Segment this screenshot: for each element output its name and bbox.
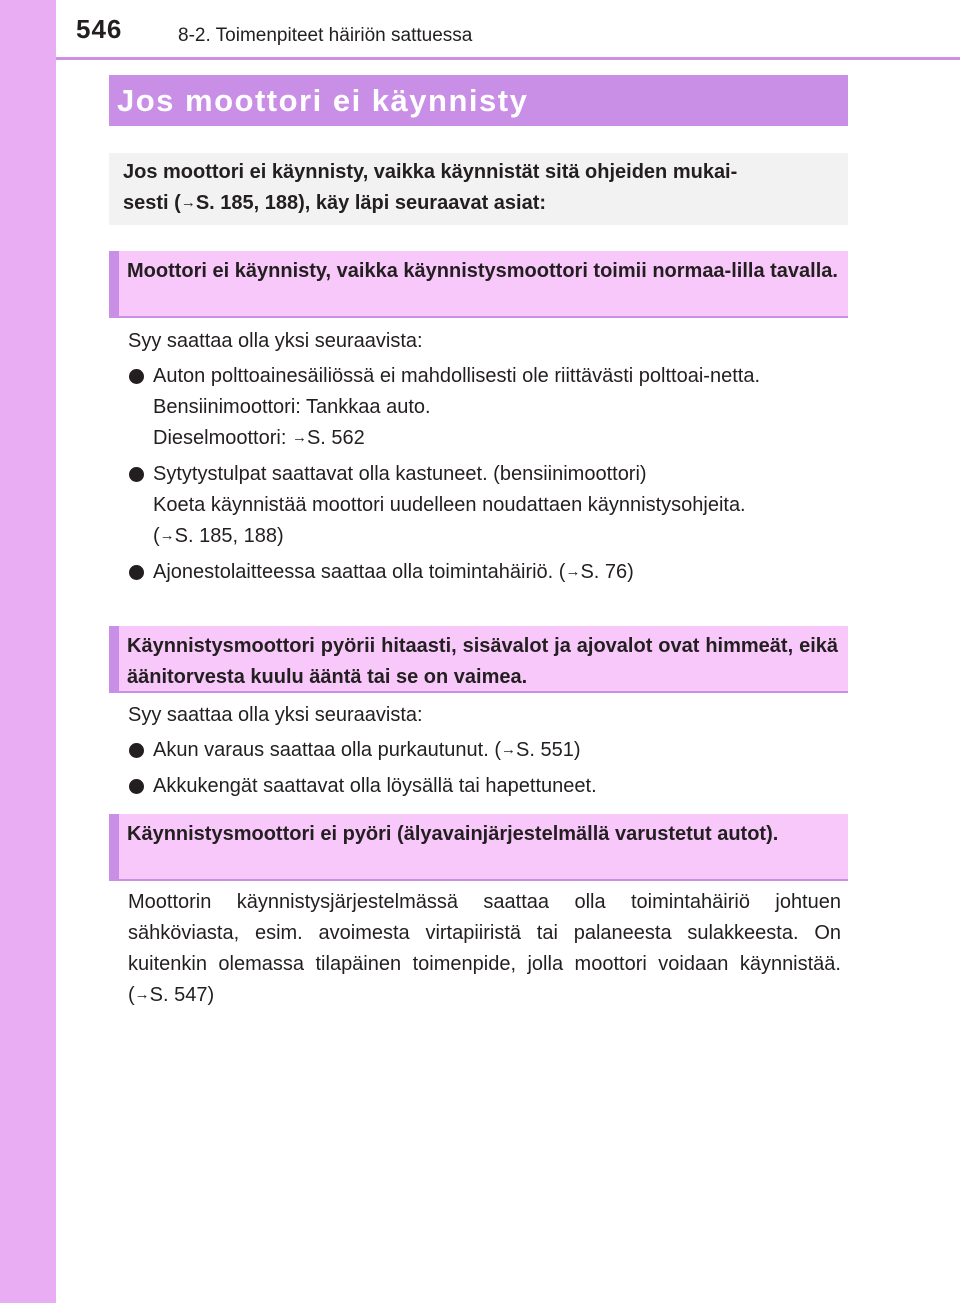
- bullet-text: Sytytystulpat saattavat olla kastuneet. (bensiinimoottori): [153, 463, 647, 485]
- bullet-subtext: [153, 423, 841, 455]
- subtext-label: Dieselmoottori:: [153, 427, 292, 449]
- arrow-right-icon: →: [501, 741, 516, 758]
- bullet-icon: [129, 369, 144, 384]
- bullet-text: [153, 557, 841, 589]
- subheading-starter-slow: [109, 626, 848, 693]
- page-ref: S. 551): [516, 739, 581, 761]
- arrow-right-icon: →: [159, 527, 175, 544]
- page-title-bar: [109, 75, 848, 126]
- bullet-icon: [129, 565, 144, 580]
- intro-line-2: [123, 188, 834, 220]
- bullet-text-start: Ajonestolaitteessa saattaa olla toimintahäiriö. (: [153, 561, 566, 583]
- bullet-subtext: [153, 521, 841, 553]
- arrow-right-icon: →: [134, 986, 150, 1003]
- intro-line-1: Jos moottori ei käynnisty, vaikka käynnistät sitä ohjeiden mukai-: [123, 161, 738, 183]
- bullet-icon: [129, 467, 144, 482]
- section-1-body: [128, 326, 841, 589]
- cause-lead: Syy saattaa olla yksi seuraavista:: [128, 704, 423, 726]
- header-divider: [56, 57, 960, 60]
- page-number: 546: [76, 14, 123, 44]
- intro-page-ref: S. 185, 188), käy läpi seuraavat asiat:: [195, 192, 547, 214]
- subheading-starter-not-turning: [109, 814, 848, 881]
- list-item: [128, 361, 841, 455]
- bullet-text: [153, 735, 841, 767]
- subheading-text: Käynnistysmoottori pyörii hitaasti, sisävalot ja ajovalot ovat himmeät, eikä äänitorvesta kuulu ääntä tai se on vaimea.: [127, 635, 838, 688]
- bullet-text: Auton polttoainesäiliössä ei mahdollisesti ole riittävästi polttoai-netta.: [153, 365, 761, 387]
- bullet-text: Akkukengät saattavat olla löysällä tai hapettuneet.: [153, 775, 597, 797]
- bullet-icon: [129, 743, 144, 758]
- body-paragraph: Moottorin käynnistysjärjestelmässä saattaa olla toimintahäiriö johtuen sähköviasta, esim. avoimesta virtapiiristä tai palaneesta sulakkeesta. On kuitenkin olemassa tilapäinen toimenpide, jolla moottori voidaan käynnistää. (: [128, 891, 841, 1006]
- page-ref: S. 185, 188): [174, 525, 284, 547]
- side-color-strip: [0, 0, 56, 1303]
- section-2-body: [128, 700, 841, 802]
- list-item: [128, 771, 841, 802]
- page-ref: S. 547): [149, 984, 215, 1006]
- cause-lead: Syy saattaa olla yksi seuraavista:: [128, 330, 423, 352]
- page-ref: S. 76): [580, 561, 634, 583]
- intro-box: [109, 153, 848, 225]
- subheading-text: Käynnistysmoottori ei pyöri (älyavainjärjestelmällä varustetut autot).: [127, 823, 779, 845]
- page-title: Jos moottori ei käynnisty: [117, 82, 529, 118]
- intro-line-2-start: sesti (: [123, 192, 181, 214]
- bullet-icon: [129, 779, 144, 794]
- list-item: [128, 557, 841, 589]
- list-item: [128, 459, 841, 553]
- bullet-text-start: Akun varaus saattaa olla purkautunut. (: [153, 739, 501, 761]
- page-ref: S. 562: [306, 427, 365, 449]
- bullet-subtext: Koeta käynnistää moottori uudelleen noudattaen käynnistysohjeita.: [153, 494, 746, 516]
- arrow-right-icon: →: [565, 563, 581, 580]
- section-3-body: [128, 887, 841, 1012]
- subheading-text: Moottori ei käynnisty, vaikka käynnistysmoottori toimii normaa-lilla tavalla.: [127, 260, 838, 282]
- arrow-right-icon: →: [291, 429, 307, 446]
- arrow-right-icon: →: [180, 194, 196, 211]
- list-item: [128, 735, 841, 767]
- bullet-subtext: Bensiinimoottori: Tankkaa auto.: [153, 396, 431, 418]
- subtext-label: (: [153, 525, 160, 547]
- section-label: 8-2. Toimenpiteet häiriön sattuessa: [178, 25, 473, 46]
- subheading-starter-normal: [109, 251, 848, 318]
